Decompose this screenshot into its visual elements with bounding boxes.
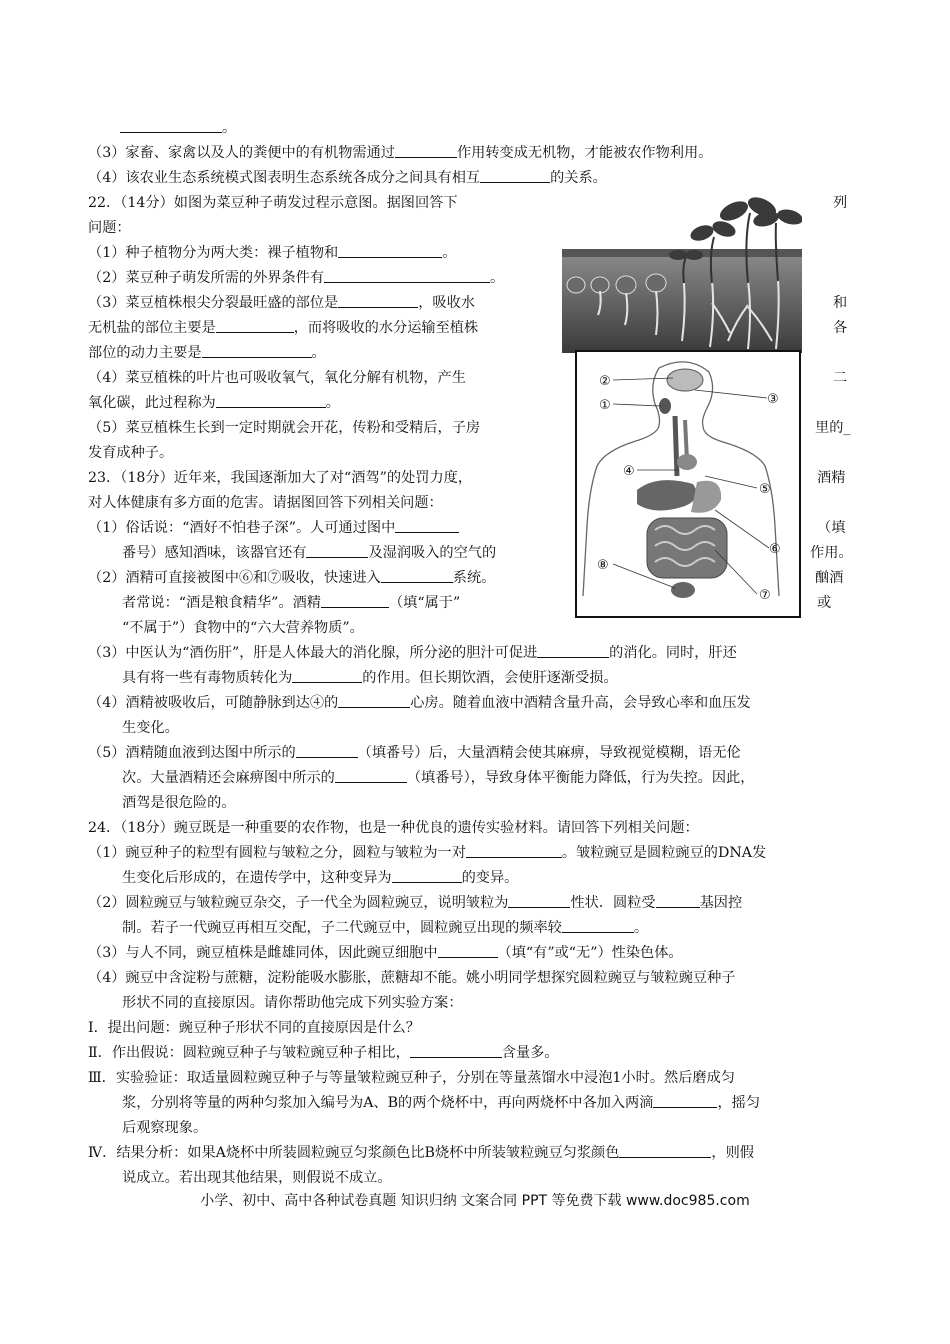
blank [395, 143, 457, 158]
blank [653, 1093, 717, 1108]
question-23-1-tail: （填 [817, 520, 846, 536]
trachea [685, 420, 687, 460]
question-22-title-2: 问题： [88, 220, 131, 236]
label-1: ① [599, 398, 611, 413]
question-23-1: （1）俗话说：“酒好不怕巷子深”。人可通过图中 [88, 518, 459, 538]
blank [321, 593, 389, 608]
page-footer: 小学、初中、高中各种试卷真题 知识归纳 文案合同 PPT 等免费下载 www.doc985.com [200, 1193, 750, 1209]
question-23-3-b: 具有将一些有毒物质转化为 的作用。但长期饮酒，会使肝逐渐受损。 [122, 670, 618, 686]
blank [338, 293, 418, 308]
question-23-1-tail-2: 作用。 [810, 545, 853, 561]
question-24-title: 24．（18分）豌豆既是一种重要的农作物，也是一种优良的遗传实验材料。请回答下列相关问题： [88, 820, 699, 836]
question-24-2: （2）圆粒豌豆与皱粒豌豆杂交，子一代全为圆粒豌豆，说明皱粒为 性状．圆粒受 基因控 [88, 895, 743, 911]
blank [395, 518, 459, 533]
question-22-3: （3）菜豆植株根尖分裂最旺盛的部位是 ，吸收水 [88, 295, 475, 311]
question-23-4-b: 生变化。 [122, 720, 179, 736]
question-23-2-tail: 酗酒 [815, 570, 844, 586]
blank [508, 893, 570, 908]
blank [381, 568, 453, 583]
question-23-1-b: 番号）感知酒味，该器官还有 及湿润吸入的空气的 [122, 545, 497, 561]
question-23-2-tail-2: 或 [817, 595, 832, 611]
step-2: Ⅱ．作出假说：圆粒豌豆种子与皱粒豌豆种子相比， 含量多。 [88, 1045, 559, 1061]
blank [438, 943, 498, 958]
question-23-5-c: 酒驾是很危险的。 [122, 795, 236, 811]
question-24-3: （3）与人不同，豌豆植株是雌雄同体，因此豌豆细胞中 （填“有”或“无”）性染色体。 [88, 945, 683, 961]
question-21-4: （4）该农业生态系统模式图表明生态系统各成分之间具有相互 的关系。 [88, 170, 607, 186]
question-22-5-b: 发育成种子。 [88, 445, 174, 461]
label-8: ⑧ [597, 558, 609, 573]
blank [656, 893, 700, 908]
human-digestive-system-figure [575, 350, 801, 618]
question-22-4: （4）菜豆植株的叶片也可吸收氧气，氧化分解有机物，产生 [88, 370, 466, 386]
blank [306, 543, 368, 558]
question-23-title-tail: 酒精 [817, 470, 846, 486]
bladder [671, 582, 695, 598]
question-22-3-b: 无机盐的部位主要是 ，而将吸收的水分运输至植株 [88, 320, 479, 336]
answer-line-0: 。 [120, 118, 236, 138]
label-3: ③ [767, 392, 779, 407]
blank [216, 393, 326, 408]
esophagus [675, 416, 677, 476]
step-4: Ⅳ．结果分析：如果A烧杯中所装圆粒豌豆匀浆颜色比B烧杯中所装皱粒豌豆匀浆颜色 ，则假 [88, 1145, 754, 1161]
step-3-c: 后观察现象。 [122, 1120, 208, 1136]
question-23-title-2: 对人体健康有多方面的危害。请据图回答下列相关问题： [88, 495, 443, 511]
question-22-3-tail-2: 各 [833, 320, 848, 336]
question-24-1-b: 生变化后形成的，在遗传学中，这种变异为 的变异。 [122, 870, 519, 886]
question-22-3-tail: 和 [833, 295, 848, 311]
blank [562, 918, 634, 933]
blank [338, 693, 410, 708]
blank [619, 1143, 711, 1158]
question-23-2-c: “不属于”）食物中的“六大营养物质”。 [122, 620, 364, 636]
blank [392, 868, 462, 883]
label-7: ⑦ [759, 588, 771, 603]
question-24-4-b: 形状不同的直接原因。请你帮助他完成下列实验方案： [122, 995, 463, 1011]
label-5: ⑤ [759, 482, 771, 497]
step-3-b: 浆，分别将等量的两种匀浆加入编号为A、B的两个烧杯中，再向两烧杯中各加入两滴 ，摇匀 [122, 1095, 761, 1111]
label-6: ⑥ [769, 542, 781, 557]
blank [335, 768, 407, 783]
heart [677, 454, 697, 470]
question-24-2-b: 制。若子一代豌豆再相互交配，子二代豌豆中，圆粒豌豆出现的频率较 。 [122, 920, 649, 936]
question-22-title-tail: 列 [833, 195, 848, 211]
question-22-5-tail: 里的_ [815, 420, 851, 436]
blank [120, 118, 222, 133]
label-4: ④ [623, 464, 635, 479]
question-22-title: 22．（14分）如图为菜豆种子萌发过程示意图。据图回答下 [88, 195, 458, 211]
question-22-5: （5）菜豆植株生长到一定时期就会开花，传粉和受精后，子房 [88, 420, 481, 436]
question-22-4-b: 氧化碳，此过程称为 。 [88, 395, 340, 411]
question-23-title: 23．（18分）近年来，我国逐渐加大了对“酒驾”的处罚力度， [88, 470, 473, 486]
step-4-b: 说成立。若出现其他结果，则假说不成立。 [122, 1170, 392, 1186]
question-23-5: （5）酒精随血液到达图中所示的 （填番号）后，大量酒精会使其麻痹，导致视觉模糊，语无伦 [88, 745, 741, 761]
brain [667, 369, 703, 391]
question-22-1: （1）种子植物分为两大类：裸子植物和 。 [88, 245, 457, 261]
blank [296, 743, 358, 758]
question-22-3-c: 部位的动力主要是 。 [88, 345, 326, 361]
question-22-2: （2）菜豆种子萌发所需的外界条件有 。 [88, 270, 505, 286]
seed-germination-figure [562, 193, 802, 353]
blank [292, 668, 362, 683]
question-23-2: （2）酒精可直接被图中⑥和⑦吸收，快速进入 系统。 [88, 570, 496, 586]
blank [537, 643, 609, 658]
blank [410, 1043, 502, 1058]
blank [324, 268, 490, 283]
question-23-2-b: 者常说：“酒是粮食精华”。酒精 （填“属于” [122, 595, 461, 611]
question-22-4-tail: 二 [833, 370, 848, 386]
label-2: ② [599, 374, 611, 389]
question-23-4: （4）酒精被吸收后，可随静脉到达④的 心房。随着血液中酒精含量升高，会导致心率和血压发 [88, 695, 751, 711]
question-21-3: （3）家畜、家禽以及人的粪便中的有机物需通过 作用转变成无机物，才能被农作物利用。 [88, 145, 713, 161]
blank [338, 243, 442, 258]
step-3: Ⅲ．实验验证：取适量圆粒豌豆种子与等量皱粒豌豆种子，分别在等量蒸馏水中浸泡1小时。然后磨成匀 [88, 1070, 735, 1086]
blank [466, 843, 562, 858]
blank [216, 318, 294, 333]
question-24-4: （4）豌豆中含淀粉与蔗糖，淀粉能吸水膨胀，蔗糖却不能。姚小明同学想探究圆粒豌豆与皱粒豌豆种子 [88, 970, 736, 986]
question-23-3: （3）中医认为“酒伤肝”，肝是人体最大的消化腺，所分泌的胆汁可促进 的消化。同时，肝还 [88, 645, 737, 661]
question-23-5-b: 次。大量酒精还会麻痹图中所示的 （填番号），导致身体平衡能力降低，行为失控。因此， [122, 770, 755, 786]
blank [202, 343, 312, 358]
question-24-1: （1）豌豆种子的粒型有圆粒与皱粒之分，圆粒与皱粒为一对 。皱粒豌豆是圆粒豌豆的DNA发 [88, 845, 767, 861]
blank [480, 168, 550, 183]
step-1: Ⅰ．提出问题：豌豆种子形状不同的直接原因是什么？ [88, 1020, 420, 1036]
